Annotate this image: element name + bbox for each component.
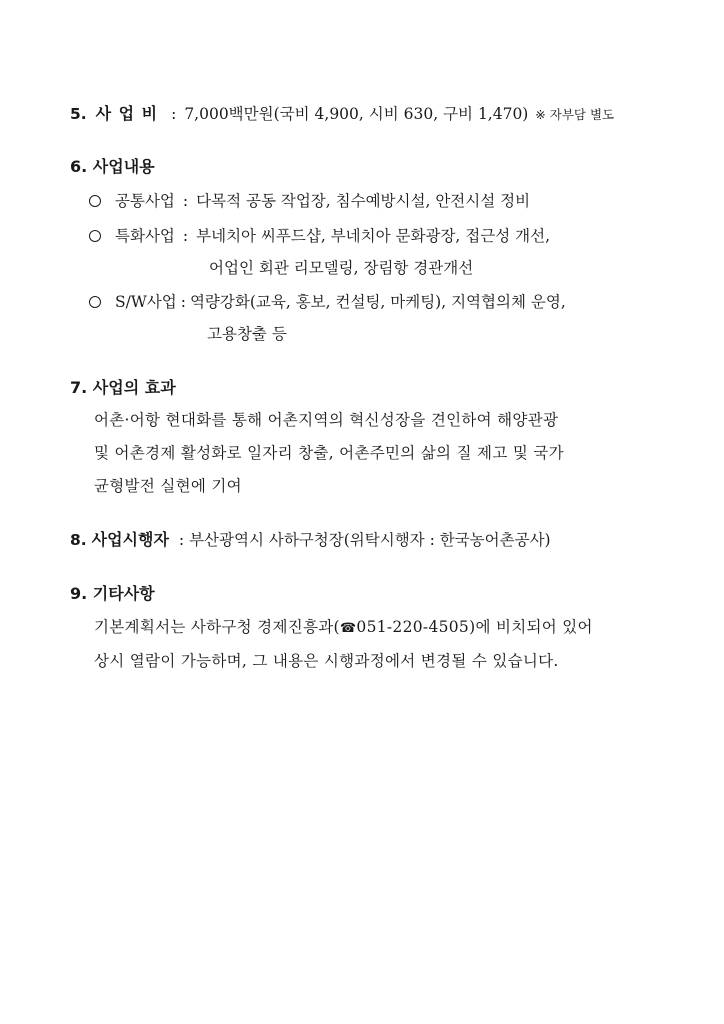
- item-text: 부네치아 씨푸드샵, 부네치아 문화광장, 접근성 개선,: [196, 227, 550, 245]
- list-item-software-cont: [207, 324, 287, 344]
- list-item-common: [89, 191, 530, 211]
- phone-icon: ☎: [339, 621, 357, 636]
- section-number: 8.: [70, 531, 87, 549]
- misc-line-2: 상시 열람이 가능하며, 그 내용은 시행과정에서 변경될 수 있습니다.: [94, 652, 559, 670]
- section-title: 사업시행자: [91, 530, 169, 549]
- section-7-heading: [70, 378, 176, 398]
- circle-bullet-icon: [89, 195, 101, 207]
- effect-line-1: 어촌·어항 현대화를 통해 어촌지역의 혁신성장을 견인하여 해양관광: [94, 411, 559, 429]
- colon: :: [182, 192, 189, 210]
- phone-number: 051-220-4505: [356, 618, 470, 636]
- section-6-heading: [70, 157, 155, 177]
- misc-text: 기본계획서는 사하구청 경제진흥과(: [94, 618, 340, 636]
- list-item-software: [89, 292, 566, 312]
- effect-line-3: 균형발전 실현에 기여: [94, 477, 242, 495]
- section-9-heading: [70, 584, 155, 604]
- item-text: 역량강화(교육, 홍보, 컨설팅, 마케팅), 지역협의체 운영,: [189, 293, 566, 311]
- colon: :: [182, 227, 189, 245]
- section-title: 사업내용: [92, 157, 155, 176]
- executor-value: 부산광역시 사하구청장(위탁시행자 : 한국농어촌공사): [189, 531, 551, 549]
- item-text: 어업인 회관 리모델링, 장림항 경관개선: [209, 259, 474, 277]
- item-text: 고용창출 등: [207, 325, 287, 343]
- circle-bullet-icon: [89, 230, 101, 242]
- misc-text: )에 비치되어 있어: [469, 618, 593, 636]
- section-number: 5.: [70, 105, 87, 123]
- section-5-line: [70, 104, 614, 125]
- effect-line-2: 및 어촌경제 활성화로 일자리 창출, 어촌주민의 삶의 질 제고 및 국가: [94, 444, 564, 462]
- section-number: 6.: [70, 157, 88, 176]
- misc-line-1: [94, 617, 593, 639]
- item-label: 공통사업: [115, 192, 175, 210]
- item-label: 특화사업: [115, 227, 175, 245]
- section-number: 7.: [70, 378, 88, 397]
- colon: :: [171, 105, 177, 123]
- section-8-line: [70, 530, 551, 550]
- colon: :: [180, 293, 186, 311]
- section-number: 9.: [70, 584, 88, 603]
- circle-bullet-icon: [89, 296, 101, 308]
- budget-value: 7,000백만원(국비 4,900, 시비 630, 구비 1,470): [184, 105, 529, 123]
- colon: :: [178, 531, 185, 549]
- budget-note: ※ 자부담 별도: [535, 107, 615, 122]
- list-item-special-cont: [209, 258, 473, 278]
- item-text: 다목적 공동 작업장, 침수예방시설, 안전시설 정비: [196, 192, 531, 210]
- section-title: 사업의 효과: [92, 378, 176, 397]
- list-item-special: [89, 226, 550, 246]
- section-title: 사 업 비: [95, 104, 159, 123]
- section-title: 기타사항: [92, 584, 155, 603]
- item-label: S/W사업: [115, 293, 177, 311]
